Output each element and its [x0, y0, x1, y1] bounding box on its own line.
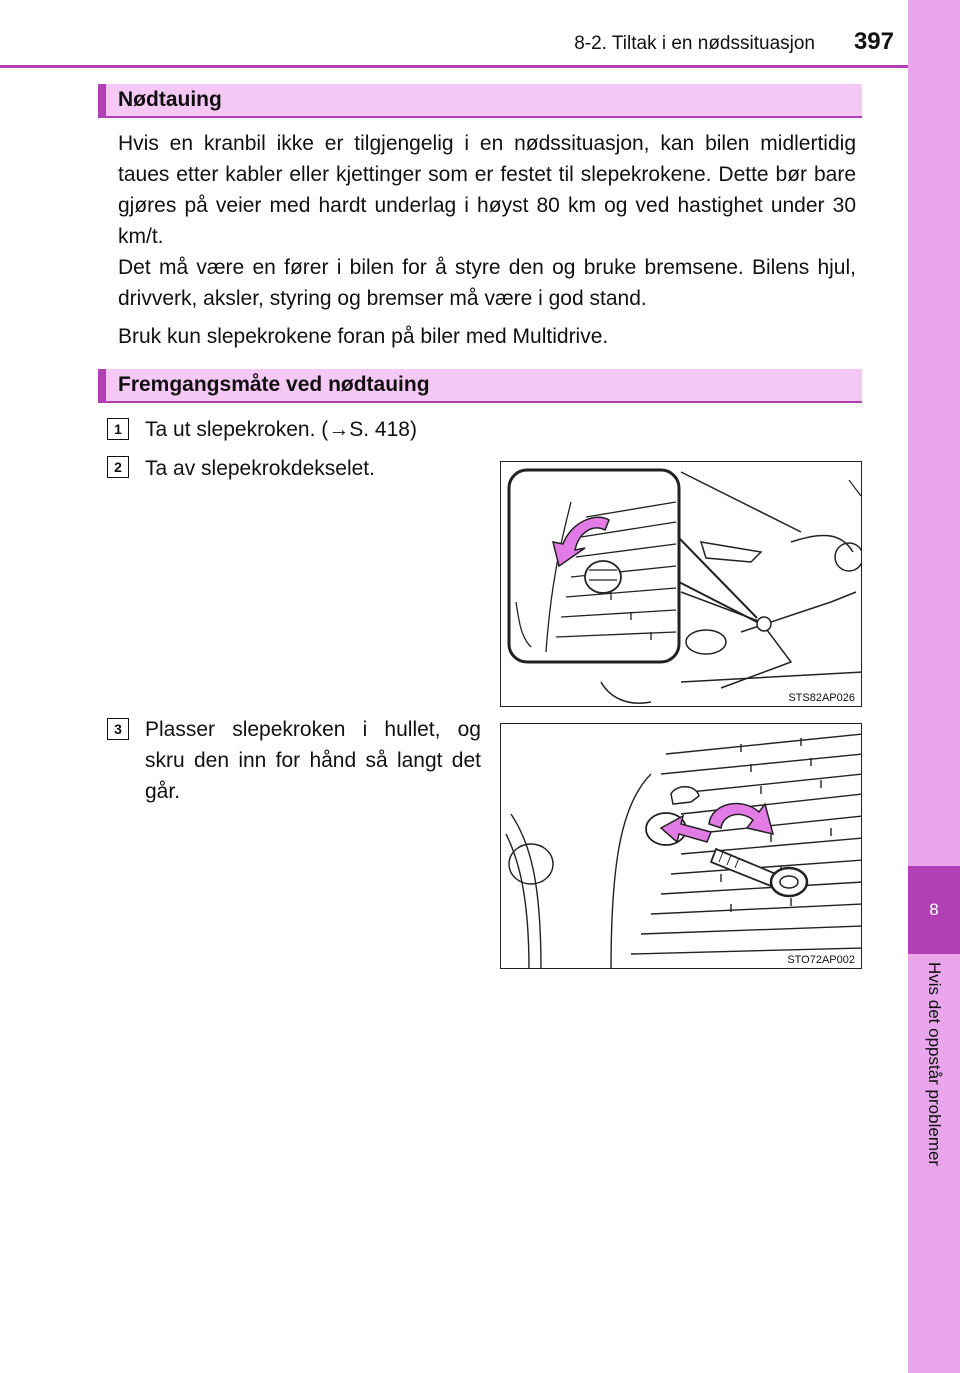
chapter-number: 8 [908, 866, 960, 954]
chapter-title [916, 962, 952, 1222]
towing-intro-paragraph: Hvis en kranbil ikke er tilgjengelig i en nødssituasjon, kan bilen midlertidig taues etter kabler eller kjettinger som er festet til slepekrokene. Dette bør bare gjøres på veier med hardt underlag i høyst 80 km og ved hastighet under 30 km/t. [118, 132, 856, 248]
figure-code: STS82AP026 [788, 692, 855, 704]
eyelet-installation-illustration [501, 724, 862, 969]
header-rule [0, 65, 908, 68]
step-3-text: Plasser slepekroken i hullet, og skru den inn for hånd så langt det går. [145, 718, 481, 803]
figure-remove-cover [500, 461, 862, 707]
figure-install-eyelet [500, 723, 862, 969]
page-number: 397 [853, 28, 894, 55]
step-3-badge: 3 [107, 718, 129, 740]
section-heading-towing-procedure: Fremgangsmåte ved nødtauing [98, 369, 862, 403]
step-1-text: Ta ut slepekroken. (→S. 418) [145, 418, 417, 441]
driver-requirement-paragraph: Det må være en fører i bilen for å styre den og bruke bremsene. Bilens hjul, drivverk, aksler, styring og bremser må være i god stand. [118, 256, 856, 310]
step-2-text: Ta av slepekrokdekselet. [145, 457, 375, 480]
cover-removal-illustration [501, 462, 862, 707]
figure-code: STO72AP002 [787, 954, 855, 966]
step-1-badge: 1 [107, 418, 129, 440]
running-header-section: 8-2. Tiltak i en nødssituasjon [574, 33, 815, 54]
chapter-title-text: Hvis det oppstår problemer [925, 962, 944, 1167]
step-2-badge: 2 [107, 456, 129, 478]
section-heading-emergency-towing: Nødtauing [98, 84, 862, 118]
multidrive-note-paragraph: Bruk kun slepekrokene foran på biler med Multidrive. [118, 325, 609, 348]
